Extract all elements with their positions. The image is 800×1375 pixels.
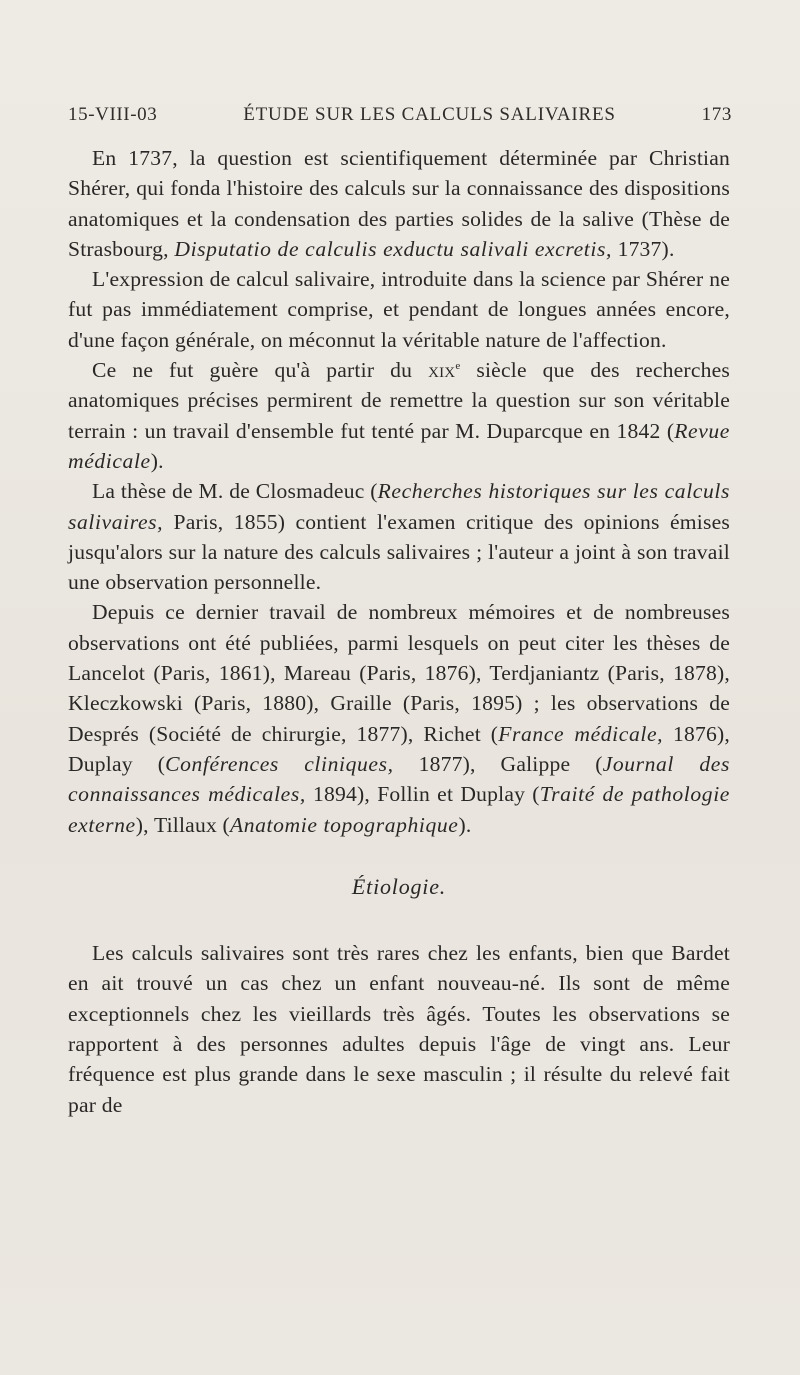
citation-conferences-cliniques: Conférences cliniques, [165, 751, 394, 776]
paragraph-6 [68, 938, 730, 1120]
header-title: ÉTUDE SUR LES CALCULS SALIVAIRES [243, 104, 616, 125]
paragraph-1-text-a: En 1737, la question est scientifiquement déterminée par Christian Shérer, qui fonda l'histoire des calculs sur la connaissance des dispositions anatomiques et la condensation des parties solides de la salive (Thèse de Strasbourg, [68, 146, 730, 261]
citation-traite-pathologie: Traité de pathologie externe [68, 782, 730, 837]
paragraph-5 [68, 597, 730, 839]
citation-france-medicale: France médicale, [498, 721, 664, 746]
page-number: 173 [701, 104, 732, 125]
paragraph-3 [68, 355, 730, 476]
paragraph-2-text: L'expression de calcul salivaire, introduite dans la science par Shérer ne fut pas immédiatement comprise, et pendant de longues années encore, d'une façon générale, on méconnut la véritable nature de l'affection. [68, 267, 730, 352]
running-header [68, 104, 732, 126]
paragraph-5-text-d: 1894), Follin et Duplay ( [305, 782, 540, 807]
paragraph-1-text-b: 1737). [611, 236, 675, 261]
paragraph-6-text: Les calculs salivaires sont très rares chez les enfants, bien que Bardet en ait trouvé un cas chez un enfant nouveau-né. Ils sont de même exceptionnels chez les vieillards très âgés. Toutes les observations se rapportent à des personnes adultes depuis l'âge de vingt ans. Leur fréquence est plus grande dans le sexe masculin ; il résulte du relevé fait par de [68, 941, 730, 1117]
paragraph-5-text-b: 1876), Duplay ( [68, 721, 731, 776]
citation-revue-medicale: Revue médicale [68, 418, 730, 473]
paragraph-5-text-c: 1877), Galippe ( [393, 751, 603, 776]
citation-recherches-historiques: Recherches historiques sur les calculs salivaires, [68, 479, 730, 534]
header-date-code: 15-VIII-03 [68, 104, 158, 125]
paragraph-5-text-f: ). [458, 812, 472, 837]
paragraph-4-text-a: La thèse de M. de Closmadeuc ( [92, 479, 378, 504]
paragraph-5-text-a: Depuis ce dernier travail de nombreux mémoires et de nombreuses observations ont été publiées, parmi lesquels on peut citer les thèses de Lancelot (Paris, 1861), Mareau (Paris, 1876), Terdjaniantz (Paris, 1878), Kleczkowski (Paris, 1880), Graille (Paris, 1895) ; les observations de Després (Société de chirurgie, 1877), Richet ( [68, 600, 730, 746]
body-text [68, 143, 730, 1120]
paragraph-1 [68, 143, 730, 264]
paragraph-4-text-b: Paris, 1855) contient l'examen critique des opinions émises jusqu'alors sur la nature des calculs salivaires ; l'auteur a joint à son travail une observation personnelle. [68, 509, 730, 595]
paragraph-2 [68, 264, 730, 355]
paragraph-3-text-a: Ce ne fut guère qu'à partir du [92, 358, 429, 383]
citation-journal-connaissances: Journal des connaissances médicales, [68, 751, 730, 807]
century-superscript: e [455, 359, 461, 372]
paragraph-5-text-e: ), Tillaux ( [135, 812, 230, 837]
paragraph-3-text-b: siècle que des recherches anatomiques précises permirent de remettre la question sur son véritable terrain : un travail d'ensemble fut tenté par M. Duparcque en 1842 ( [68, 358, 730, 443]
paragraph-4 [68, 476, 730, 597]
paragraph-3-text-c: ). [150, 448, 164, 473]
section-title-etiologie: Étiologie. [351, 873, 447, 899]
century-numeral: xix [428, 358, 456, 383]
citation-anatomie-topographique: Anatomie topographique [229, 812, 459, 837]
citation-disputatio: Disputatio de calculis exductu salivali excretis, [174, 236, 612, 261]
